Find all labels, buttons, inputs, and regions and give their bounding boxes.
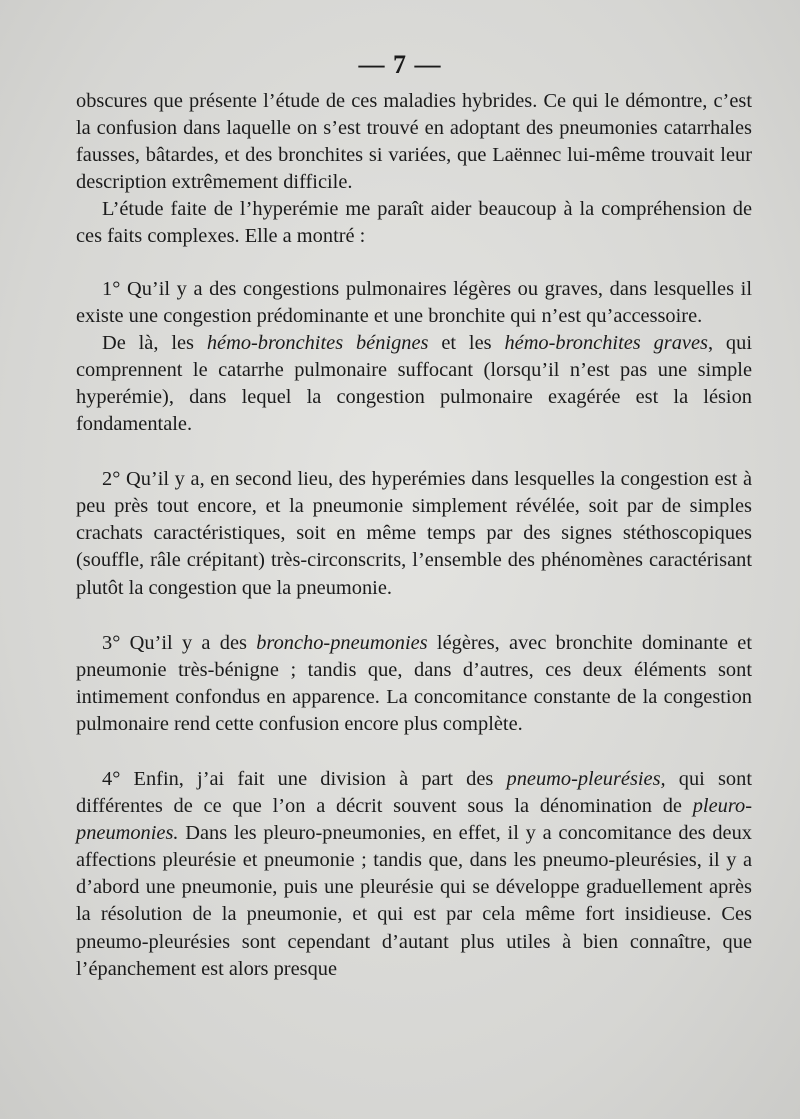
text-run: et les xyxy=(428,331,505,354)
text-run: qui sont différentes de ce que l’on a décrit souvent sous la dénomination de xyxy=(76,767,752,818)
italic-term: pleuro-pneumonies. xyxy=(76,795,752,845)
body-text xyxy=(76,88,752,983)
paragraph xyxy=(76,630,752,738)
italic-term: pneumo-pleurésies, xyxy=(506,767,666,790)
italic-term: hémo-bronchites bénignes xyxy=(206,331,429,354)
text-run: 2° Qu’il y a, en second lieu, des hyperémies dans lesquelles la congestion est à peu près tout encore, et la pneumonie simplement révélée, soit par de simples crachats caractéristiques, soit en même temps par des signes stéthoscopiques (souffle, râle crépitant) très-circonscrits, l’ensemble des phénomènes caractérisant plutôt la congestion que la pneumonie. xyxy=(76,468,752,599)
italic-term: hémo-bronchites graves xyxy=(504,331,708,354)
text-run: 4° Enfin, j’ai fait une division à part des xyxy=(102,767,507,790)
text-run: légères, avec bronchite dominante et pneumonie très-bénigne ; tandis que, dans d’autres, ces deux éléments sont intimement confondus en apparence. La concomitance constante de la congestion pulmonaire rend cette confusion encore plus complète. xyxy=(76,631,752,735)
text-run: Dans les pleuro-pneumonies, en effet, il y a concomitance des deux affections pleurésie et pneumonie ; tandis que, dans les pneumo-pleurésies, il y a d’abord une pneumonie, puis une pleurésie qui se développe graduellement après la résolution de la pneumonie, et qui est par cela même fort insidieuse. Ces pneumo-pleurésies sont cependant d’autant plus utiles à bien connaître, que l’épanchement est alors presque xyxy=(76,822,752,980)
text-run: 3° Qu’il y a des xyxy=(102,631,257,654)
page-number: — 7 — xyxy=(358,50,442,79)
text-run: De là, les xyxy=(102,331,207,354)
paragraph xyxy=(76,330,752,438)
paragraph xyxy=(76,88,752,196)
paragraph xyxy=(76,276,752,330)
paragraph xyxy=(76,766,752,983)
text-run: 1° Qu’il y a des congestions pulmonaires légères ou graves, dans lesquelles il existe une congestion prédominante et une bronchite qui n’est qu’accessoire. xyxy=(76,277,752,327)
text-run: obscures que présente l’étude de ces maladies hybrides. Ce qui le démontre, c’est la confusion dans laquelle on s’est trouvé en adoptant des pneumonies catarrhales fausses, bâtardes, et des bronchites si variées, que Laënnec lui-même trouvait leur description extrêmement difficile. xyxy=(76,90,752,194)
text-run: L’étude faite de l’hyperémie me paraît aider beaucoup à la compréhension de ces faits complexes. Elle a montré : xyxy=(76,198,752,248)
text-run: , qui comprennent le catarrhe pulmonaire suffocant (lorsqu’il n’est pas une simple hyperémie), dans lequel la congestion pulmonaire exagérée est la lésion fondamentale. xyxy=(76,331,752,436)
paragraph xyxy=(76,196,752,250)
italic-term: broncho-pneumonies xyxy=(256,631,428,654)
paragraph xyxy=(76,466,752,601)
